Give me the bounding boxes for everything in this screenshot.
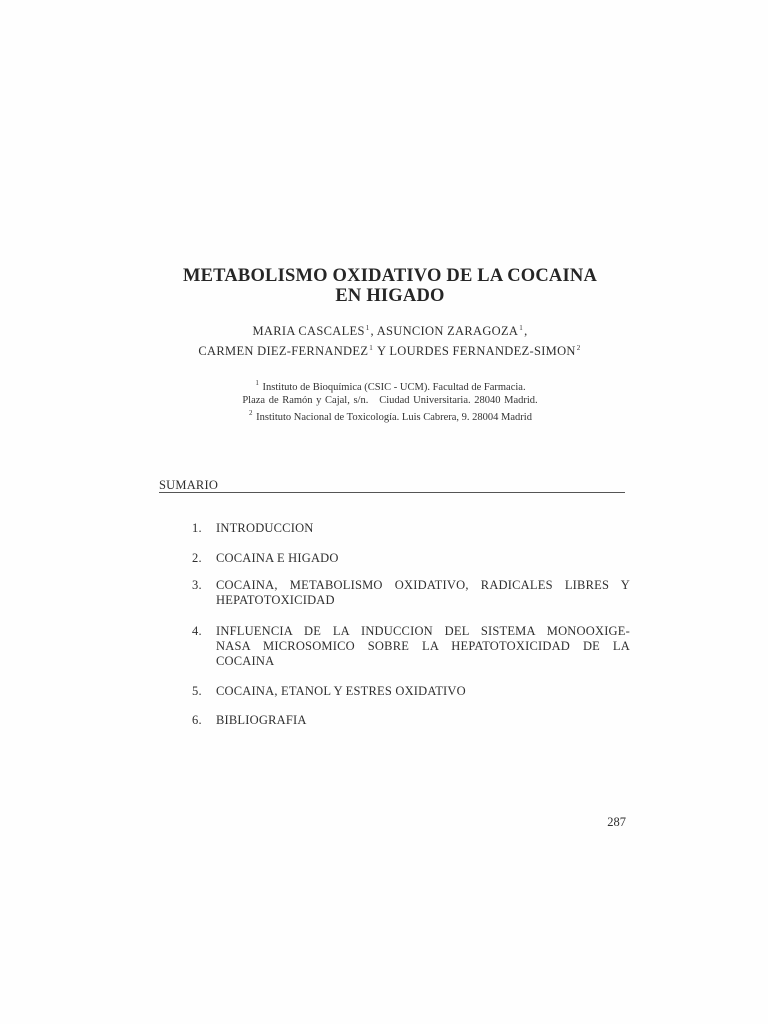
toc-item-text [216, 578, 630, 608]
affiliation-marker: 2 [249, 409, 253, 417]
toc-item-line: COCAINA [216, 654, 275, 668]
title-line-1: METABOLISMO OXIDATIVO DE LA COCAINA [182, 266, 598, 286]
affiliation-marker: 1 [519, 324, 524, 332]
author-name: CARMEN DIEZ-FERNANDEZ [198, 344, 369, 358]
affiliation-line-2: Plaza de Ramón y Cajal, s/n. Ciudad Universitaria. 28040 Madrid. [242, 395, 538, 406]
affiliation-marker: 1 [365, 324, 370, 332]
toc-item-line: INFLUENCIA DE LA INDUCCION DEL SISTEMA MONOOXIGE- [216, 624, 630, 638]
affiliation-marker: 1 [255, 379, 259, 387]
toc-item-text [216, 713, 630, 728]
title-line-2: EN HIGADO [335, 286, 445, 306]
toc-item-line: BIBLIOGRAFIA [216, 713, 307, 727]
author-list [130, 320, 650, 360]
toc-item-text [216, 684, 630, 699]
toc-item-text [216, 521, 630, 536]
toc-item-line: INTRODUCCION [216, 521, 314, 535]
toc-item-line: COCAINA, METABOLISMO OXIDATIVO, RADICALES LIBRES Y [216, 578, 630, 592]
toc-item-number: 1. [192, 521, 202, 535]
affiliation-text: Instituto de Bioquímica (CSIC - UCM). Facultad de Farmacia. [262, 382, 526, 393]
toc-item-line: COCAINA E HIGADO [216, 551, 339, 565]
summary-heading: SUMARIO [159, 478, 219, 492]
toc-item-line: NASA MICROSOMICO SOBRE LA HEPATOTOXICIDAD DE LA [216, 639, 630, 653]
toc-item-number: 3. [192, 578, 202, 592]
article-title [130, 266, 650, 306]
toc-item-line: COCAINA, ETANOL Y ESTRES OXIDATIVO [216, 684, 466, 698]
author-name: ASUNCION ZARAGOZA [376, 324, 519, 338]
toc-item-number: 2. [192, 551, 202, 565]
affiliation-line-3 [150, 407, 630, 424]
author-line-2 [130, 340, 650, 360]
author-name: LOURDES FERNANDEZ-SIMON [389, 344, 576, 358]
toc-item-number: 5. [192, 684, 202, 698]
author-separator: , [524, 324, 528, 338]
toc-item-text [216, 624, 630, 669]
author-conjunction: Y [374, 344, 390, 358]
toc-item-text [216, 551, 630, 566]
toc-item-number: 4. [192, 624, 202, 638]
page-number: 287 [607, 815, 626, 829]
affiliation-marker: 2 [576, 344, 581, 352]
affiliation-text: Instituto Nacional de Toxicología. Luis Cabrera, 9. 28004 Madrid [256, 412, 532, 423]
summary-divider [159, 492, 625, 493]
affiliation-line-1 [150, 377, 630, 394]
author-separator: , [370, 324, 377, 338]
affiliation-marker: 1 [369, 344, 374, 352]
toc-item-number: 6. [192, 713, 202, 727]
author-name: MARIA CASCALES [252, 324, 365, 338]
author-line-1 [130, 320, 650, 340]
affiliations [150, 377, 630, 424]
toc-item-line: HEPATOTOXICIDAD [216, 593, 335, 607]
